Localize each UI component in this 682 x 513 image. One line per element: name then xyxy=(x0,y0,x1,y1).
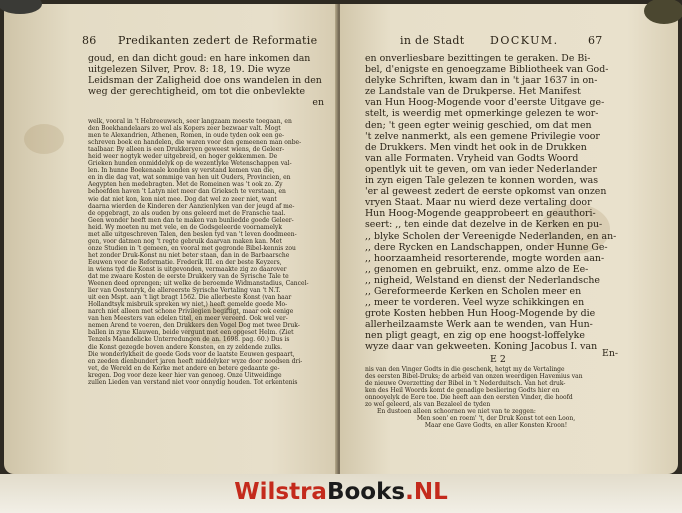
text-line: nen pligt geagt, en zig op ene hoogst-loffelyke xyxy=(365,330,585,342)
text-line: daarna wierden de Kinderen der Aanzienlyken van der jeugd af me- xyxy=(88,202,295,210)
text-line: kregen. Dog voor deze keer hier van genoeg. Onze Uitweidinge xyxy=(88,371,282,379)
text-line: met alle uitgeschreven Talen, den beslen tyd van 't leven doodmeen- xyxy=(88,230,297,238)
text-line: het zonder Druk-Konst nu niet beter staan, dan in de Barbaarsche xyxy=(88,251,290,259)
watermark-part: .NL xyxy=(405,479,448,505)
text-line: vryen Staat. Maar nu wierd deze vertaling door xyxy=(365,197,592,209)
text-line: ,, hoorzaamheid resorterende, mogte worden aan- xyxy=(365,252,605,264)
text-line: van alle Formaten. Vryheid van Godts Woord xyxy=(365,152,579,164)
poem-line: Maar ene Gave Godts, en aller Konsten Kroon! xyxy=(424,422,568,430)
text-line: ze Landstale van de Drukperse. Het Manifest xyxy=(365,86,581,98)
text-line: welk, vooral in 't Hebreeuwsch, seer langzaam moeste toegaan, en xyxy=(88,118,292,125)
text-line: onze Studien in 't gemeen, en vooral met gegronde Bibel-kennis zou xyxy=(88,244,296,252)
text-line: stelt, is weerdig met opmerkinge gelezen te wor- xyxy=(365,108,599,120)
text-line: ,, nigheid, Welstand en dienst der Nederlandsche xyxy=(365,274,600,286)
right-large-text xyxy=(365,53,621,353)
text-line: Aegypten hen medebragten. Met de Romeinen was 't ook zo. Zy xyxy=(88,181,283,189)
text-line: des eersten Bibel-Druks; de arbeid van onzen weerdigen Havemius van xyxy=(365,373,583,381)
text-line: nemen Arend te voeren, den Drukkers den Vogel Dog met twee Druk- xyxy=(88,322,300,330)
open-book xyxy=(4,4,678,474)
text-line: van Hun Hoog-Mogende voor d'eerste Uitgave ge- xyxy=(365,97,605,109)
left-footnote xyxy=(88,118,328,386)
text-line: den Boekhandelaars zo wel als Kopers zeer bezwaar valt. Mogt xyxy=(88,125,281,133)
text-line: Leidsman der Zaligheid doe ons wandelen in den xyxy=(88,75,322,87)
right-page-number: 67 xyxy=(588,34,603,47)
clip-right xyxy=(644,0,682,24)
left-large-text xyxy=(88,53,324,108)
text-line: ken des Heil Woords komt de genadige besliering Godts hier en xyxy=(365,387,560,395)
text-line: ,, genomen en gebruikt, enz. omme alzo de Ee- xyxy=(365,263,589,275)
catchword: En- xyxy=(602,348,619,359)
text-line: taalbaar. By alleen is een Drukkeryen geweest wiens, de Geleer- xyxy=(88,146,285,154)
text-line: dat me zwaare Kosten de eerste Drukkery van de Syrische Tale te xyxy=(88,273,289,281)
text-line: Eeuwen voor de Reformatie. Frederik III. en der beste Keyzers, xyxy=(88,258,282,266)
text-line: den; 't geen egter weinig geschied, om dat men xyxy=(365,119,592,131)
text-line: ,, blyke Scholen der Vereenigde Nederlanden, en an- xyxy=(365,230,617,242)
text-line: nis van den Vinger Godts in die geschenk, hetgt my de Vertalinge xyxy=(365,366,565,373)
text-line: onnooyelyk de Eere toe. Die heeft aan den eersten Vinder, die hoofd xyxy=(365,394,573,402)
text-line: seert: ,, ten einde dat dezelve in de Kerken en pu- xyxy=(365,219,603,231)
text-line: Grieken hunden onmiddelyk op de wezentlyke Wetenschappen val- xyxy=(88,160,292,168)
text-line: zullen Lieden van verstand niet voor onnydig houden. Tot erkentenis xyxy=(88,378,298,386)
right-page xyxy=(340,4,678,474)
text-line: 't zelve nanmerkt, als een gemene Privilegie voor xyxy=(365,130,600,142)
left-page xyxy=(4,4,338,474)
text-line: heid. Wy moeten nu met vele, en de Godsgeleerde voornamelyk xyxy=(88,223,282,231)
text-line: ,, meer te vorderen. Veel wyze schikkingen en xyxy=(365,297,585,309)
text-line: Hollandtsyk misbruik spreken wy niet,) heeft gemelde goede Mo- xyxy=(88,301,288,309)
text-line: Die wonderlykheit de goede Gods voor de laatste Eeuwen gespaart, xyxy=(88,350,295,358)
right-running-head: in de Stadt xyxy=(400,34,465,47)
text-line: weg der gerechtigheid, om tot die onbevlekte xyxy=(88,86,306,98)
text-line: van hen Meesters van edelen titel, en meer vereerd. Ook wel ver- xyxy=(88,315,288,323)
poem-line: Men soen' en roem' 't, der Druk Konst tot een Loon, xyxy=(416,415,576,423)
signature-mark: E 2 xyxy=(490,354,506,365)
text-line: gen, voor datmen nog 't regte gebruik daarvan maken kan. Met xyxy=(88,237,282,245)
text-line: lier van Oostenryk, de allereerste Syrische Vertaling van 't N.T. xyxy=(88,287,281,295)
text-line: de Drukkers. Men vindt het ook in de Drukken xyxy=(365,141,587,153)
text-line: En dustoen alleen schoornen we niet van te zeggen: xyxy=(377,408,536,416)
right-footnote xyxy=(365,366,627,429)
text-line: en onverliesbare bezittingen te geraken. De Bi- xyxy=(365,53,591,64)
city-name: DOCKUM. xyxy=(490,34,559,47)
watermark-part: Wilstra xyxy=(234,479,327,505)
text-line: de nieuwe Overzetting der Bibel in 't Nederduitsch. Van het druk- xyxy=(365,380,566,388)
watermark-part: Books xyxy=(326,479,406,505)
text-line: de opgebragt, zo als ouden by ons geleerd met de Fransche taal. xyxy=(88,209,286,217)
text-line: zo wel geleerd, als van Bezaleel de tyden xyxy=(365,401,491,409)
text-line: Weenen deed oprengen; uit welke de beroemde Widmanstadius, Cancel- xyxy=(88,280,309,288)
text-line: wie dat niet kon, kon niet mee. Dog dat wel zo zeer niet, want xyxy=(88,195,277,203)
text-line: vet, de Wereld en de Kerke met andere en betere gedaante ge- xyxy=(88,364,280,372)
text-line: uit een Mspt. aan 't ligt bragt 1562. Die allerbeste Konst (van haar xyxy=(88,294,292,302)
text-line: Tenzels Maandelicke Unterredungen de an. 1698. pag. 60.) Dus is xyxy=(88,336,290,344)
text-line: delyke Schriften, kwam dan in 't jaar 1637 in on- xyxy=(365,75,598,87)
left-page-number: 86 xyxy=(82,34,97,47)
text-line: men te Alexandrien, Athenen, Romen, in oude tyden ook een ge- xyxy=(88,132,285,140)
text-line: in wiens tyd die Konst is uitgevonden, vermaakte zig zo daarover xyxy=(88,265,287,273)
text-line: len. In hunne Boekenaale konden sy verstand kemen van die, xyxy=(88,167,275,175)
text-line: Hun Hoog-Mogende geapprobeert en geauthori- xyxy=(365,208,596,220)
watermark-logo xyxy=(0,479,682,505)
text-line: behoefden haven 't Latyn niet meer dan Grieksch te verstaan, en xyxy=(88,188,286,196)
text-line: ,, Gereformeerde Kerken en Scholen meer en xyxy=(365,285,582,297)
text-line: Geen wonder heeft men dan te maken van bunliedde goede Geleer- xyxy=(88,216,294,224)
text-line: 'er al geweest zedert de eerste opkomst van onzen xyxy=(365,186,607,198)
foxing-stain xyxy=(24,124,64,154)
text-line: narch niet alleen met schone Privilegien begiftigt, maar ook eenige xyxy=(88,308,294,316)
text-line: grote Kosten hebben Hun Hoog-Mogende by die xyxy=(365,308,596,320)
text-line: opentlyk uit te geven, om van ieder Nederlander xyxy=(365,163,597,175)
text-line: schreven boek en handelen, die waren voor den gemeenen man onbe- xyxy=(88,139,302,147)
text-line: allerheilzaamste Werk aan te wenden, van Hun- xyxy=(365,319,593,331)
left-running-head: Predikanten zedert de Reformatie xyxy=(118,34,318,47)
text-line: wyze daar van gekweeten. Koning Jacobus I. van xyxy=(365,341,598,353)
text-line: bel, d'enigste en genoegzame Bibliotheek van God- xyxy=(365,64,609,76)
text-line: en zeeden dienbundert jaren heeft middelyker wyze door noodsen dri- xyxy=(88,357,303,365)
text-line: ballen in zyne Klauwen, beide vergunt met een opgeset Helm. (Ziet xyxy=(88,329,294,337)
text-line: uitgelezen Silver, Prov. 8: 18, 19. Die wyze xyxy=(88,64,291,76)
text-line: in zyn eigen Tale gelezen te konnen worden, was xyxy=(365,175,599,187)
text-line: die Konst gezegde boven andere Konsten, en zy zeldende zulks. xyxy=(88,343,283,351)
text-line: en in die dag vat, wat sommige van hen uit Ouders, Provincien, en xyxy=(88,174,291,182)
catchword: en xyxy=(312,97,324,109)
text-line: ,, dere Rycken en Landschappen, onder Hunne Ge- xyxy=(365,241,608,253)
text-line: heid weer nogtyk weder uitgebreid, en hoger gekkemmen. De xyxy=(88,153,278,161)
text-line: goud, en dan dicht goud: en hare inkomen dan xyxy=(88,53,311,64)
